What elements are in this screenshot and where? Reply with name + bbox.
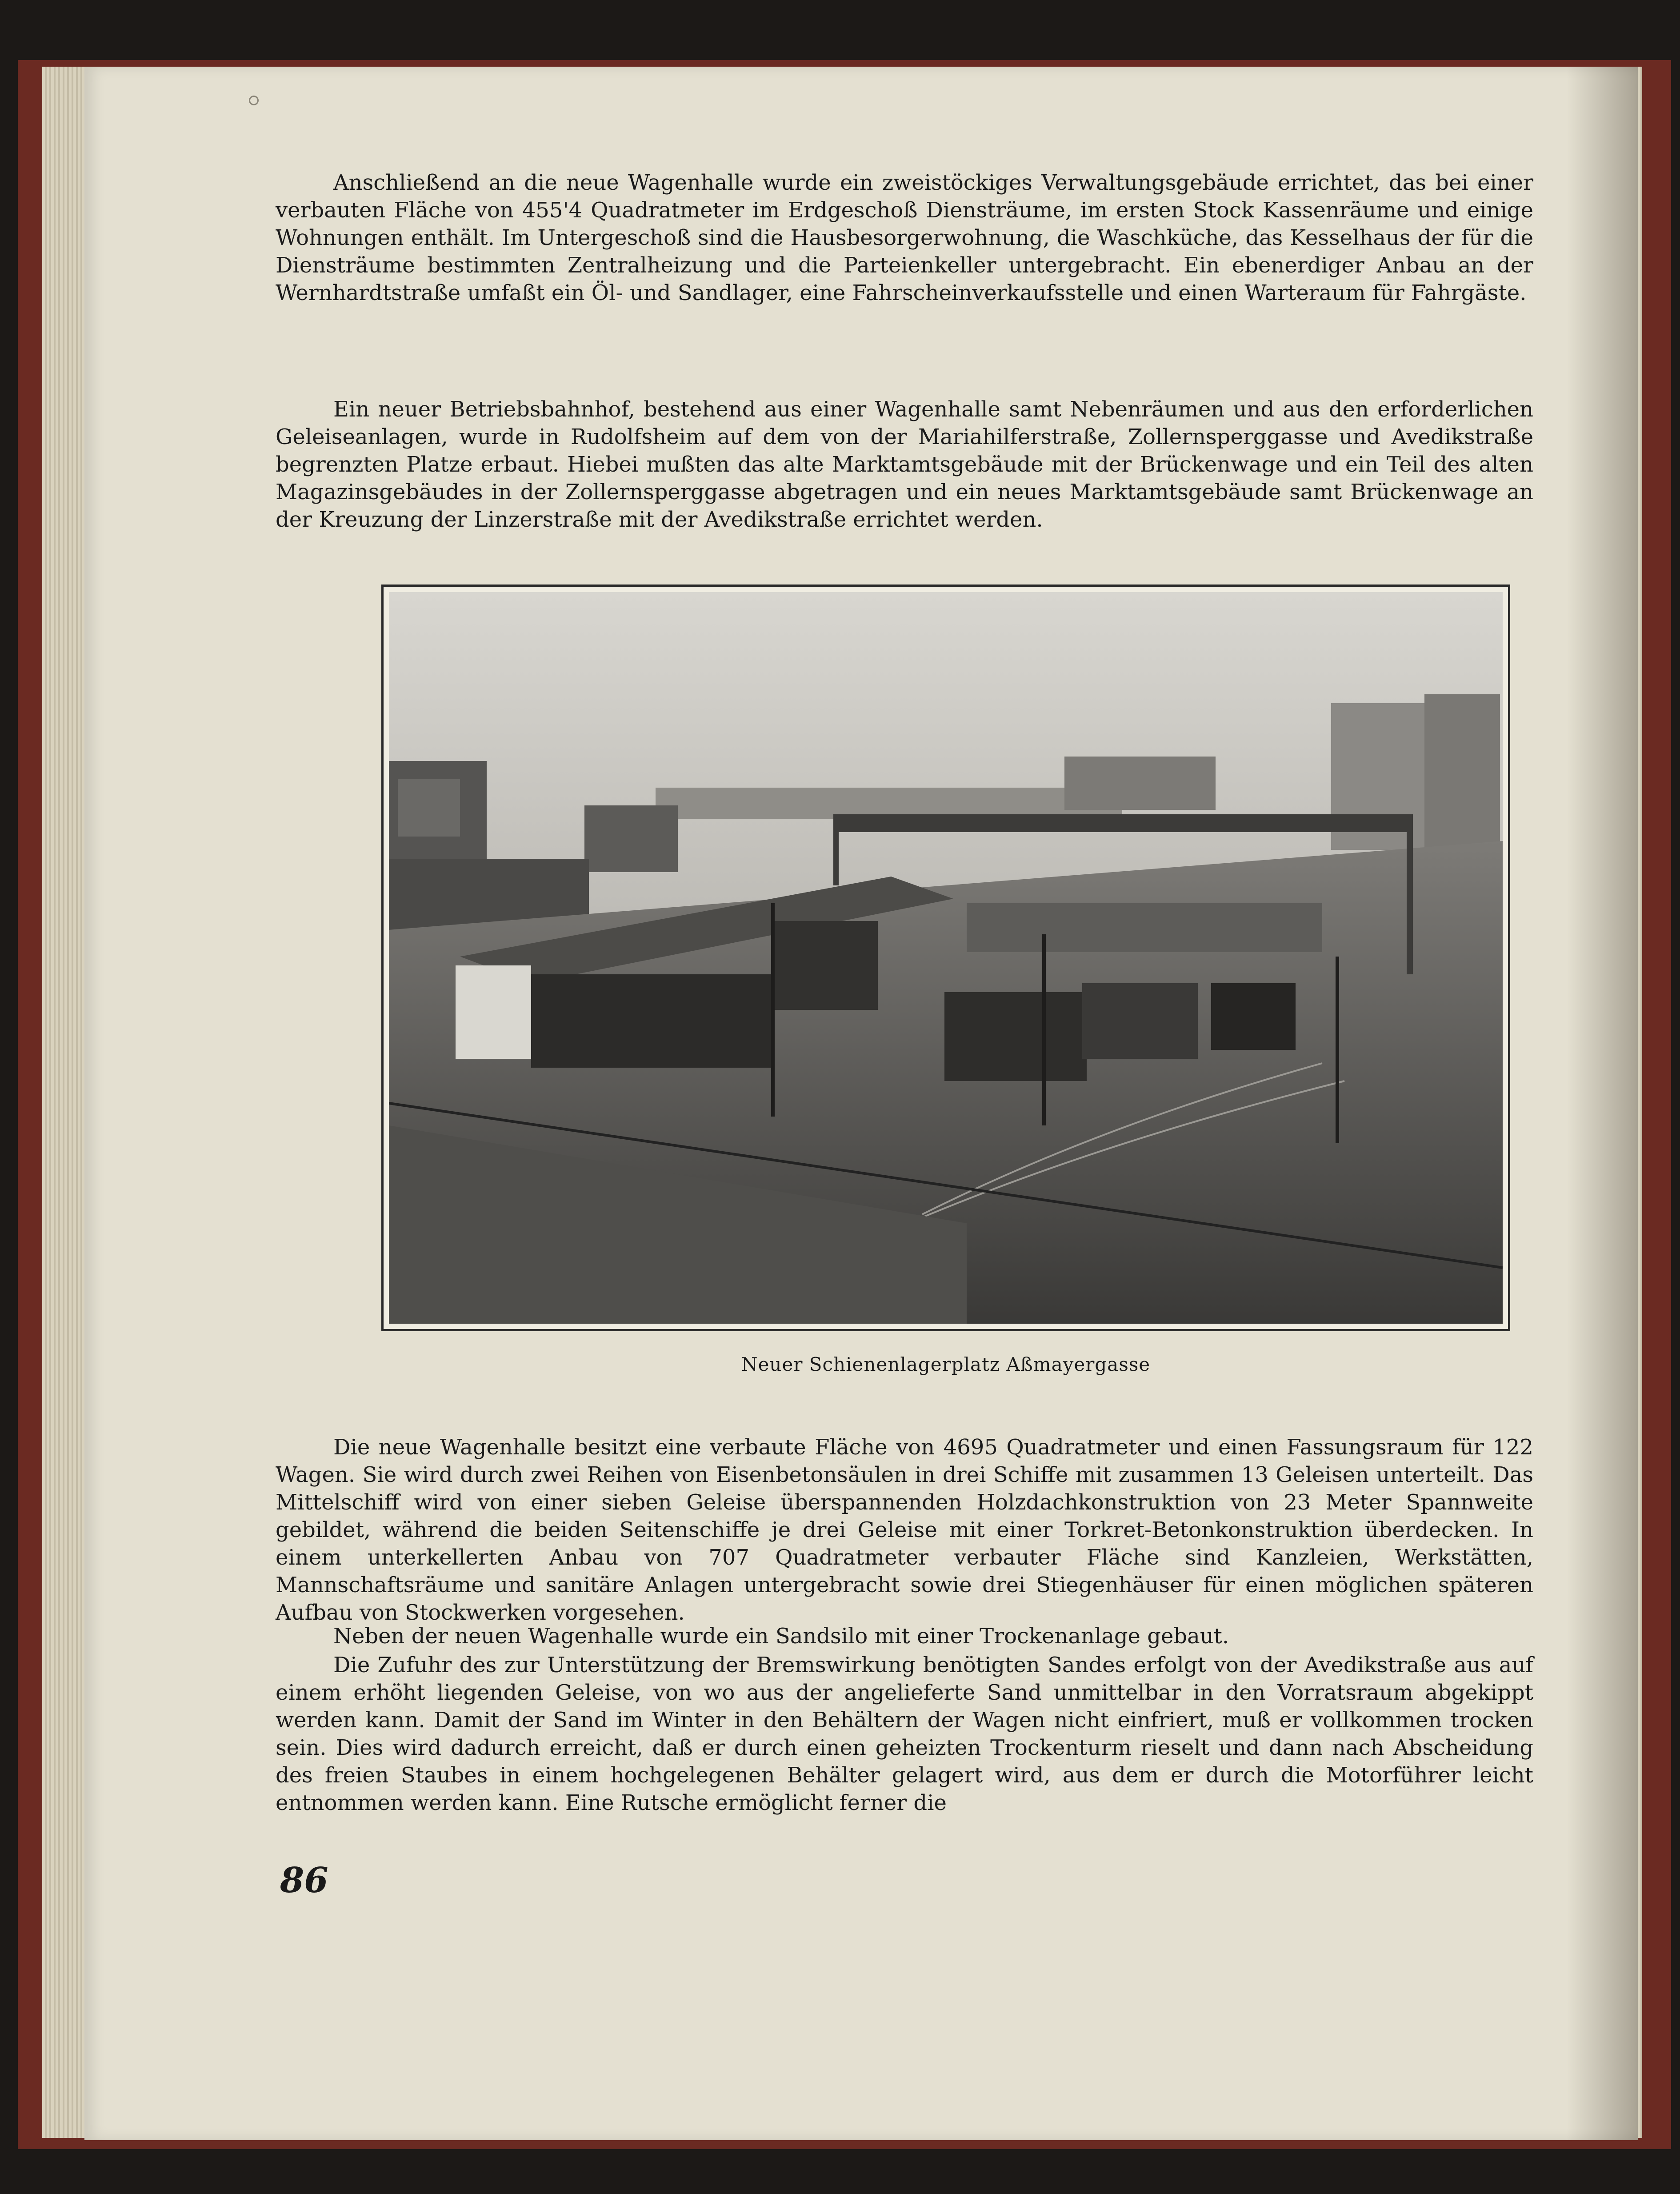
paragraph-depot-rudolfsheim: Ein neuer Betriebsbahnhof, bestehend aus einer Wagenhalle samt Nebenräumen und aus den erforderlichen Geleiseanlagen, wurde in Rudolfsheim auf dem von der Mariahilferstraße, Zollernsperggasse und Avedikstraße begrenzten Platze erbaut. Hiebei mußten das alte Marktamtsgebäude mit der Brückenwage und ein Teil des alten Magazinsgebäudes in der Zollernsperggasse abgetragen und ein neues Marktamtsgebäude samt Brückenwage an der Kreuzung der Linzerstraße mit der Avedikstraße errichtet werden.	[276, 397, 1533, 532]
paragraph-sand-silo: Neben der neuen Wagenhalle wurde ein Sandsilo mit einer Trockenanlage gebaut.	[333, 1624, 1229, 1649]
paragraph-wagon-hall: Die neue Wagenhalle besitzt eine verbaute Fläche von 4695 Quadratmeter und einen Fassungsraum für 122 Wagen. Sie wird durch zwei Reihen von Eisenbetonsäulen in drei Schiffe mit zusammen 13 Geleisen unterteilt. Das Mittelschiff wird von einer sieben Geleise überspannenden Holzdachkonstruktion von 23 Meter Spannweite gebildet, während die beiden Seitenschiffe je drei Geleise mit einer Torkret-Betonkonstruktion überdecken. In einem unterkellerten Anbau von 707 Quadratmeter verbauter Fläche sind Kanzleien, Werkstätten, Mannschaftsräume und sanitäre Anlagen untergebracht sowie drei Stiegenhäuser für einen möglichen späteren Aufbau von Stockwerken vorgesehen.	[276, 1435, 1533, 1625]
page-gutter-shadow	[1567, 67, 1638, 2140]
photo-caption: Neuer Schienenlagerplatz Aßmayergasse	[741, 1353, 1151, 1375]
rail-yard-photo	[389, 592, 1503, 1324]
paragraph-administration-building: Anschließend an die neue Wagenhalle wurde ein zweistöckiges Verwaltungsgebäude errichtet, das bei einer verbauten Fläche von 455'4 Quadratmeter im Erdgeschoß Diensträume, im ersten Stock Kassenräume und einige Wohnungen enthält. Im Untergeschoß sind die Hausbesorgerwohnung, die Waschküche, das Kesselhaus der für die Diensträume bestimmten Zentralheizung und die Parteienkeller untergebracht. Ein ebenerdiger Anbau an der Wernhardtstraße umfaßt ein Öl- und Sandlager, eine Fahrscheinverkaufsstelle und einen Warteraum für Fahrgäste.	[276, 170, 1533, 305]
page-mark	[249, 96, 259, 105]
photograph-rail-storage-yard	[381, 585, 1510, 1331]
page-number: 86	[280, 1860, 328, 1901]
paragraph-sand-supply: Die Zufuhr des zur Unterstützung der Bremswirkung benötigten Sandes erfolgt von der Avedikstraße aus auf einem erhöht liegenden Geleise, von wo aus der angelieferte Sand unmittelbar in den Vorratsraum abgekippt werden kann. Damit der Sand im Winter in den Behältern der Wagen nicht einfriert, muß er vollkommen trocken sein. Dies wird dadurch erreicht, daß er durch einen geheizten Trockenturm rieselt und dann nach Abscheidung des freien Staubes in einem hochgelegenen Behälter gelagert wird, aus dem er durch die Motorführer leicht entnommen werden kann. Eine Rutsche ermöglicht ferner die	[276, 1653, 1533, 1815]
